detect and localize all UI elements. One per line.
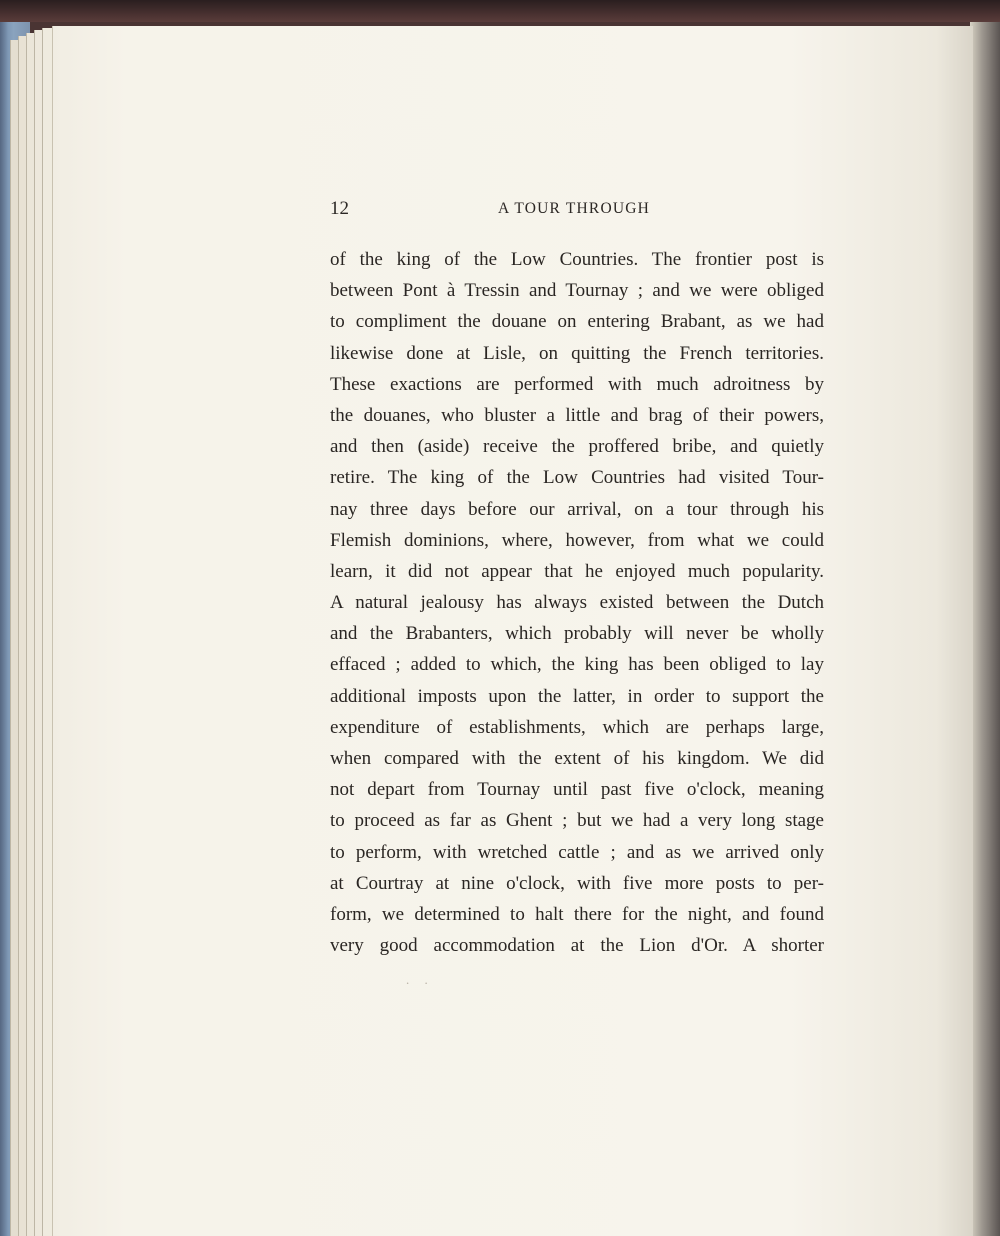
text-line: to proceed as far as Ghent ; but we had a very long stage <box>330 810 824 832</box>
text-line: likewise done at Lisle, on quitting the French territories. <box>330 342 824 364</box>
text-line: the douanes, who bluster a little and brag of their powers, <box>330 404 824 426</box>
running-head <box>330 198 826 222</box>
text-line: and then (aside) receive the proffered bribe, and quietly <box>330 436 824 458</box>
text-line: between Pont à Tressin and Tournay ; and we were obliged <box>330 280 824 302</box>
text-line: retire. The king of the Low Countries had visited Tour- <box>330 467 824 489</box>
text-line: expenditure of establishments, which are perhaps large, <box>330 716 824 738</box>
text-line: to compliment the douane on entering Brabant, as we had <box>330 311 824 333</box>
text-line: A natural jealousy has always existed between the Dutch <box>330 592 824 614</box>
text-line: and the Brabanters, which probably will never be wholly <box>330 623 824 645</box>
text-line: Flemish dominions, where, however, from what we could <box>330 529 824 551</box>
text-line: at Courtray at nine o'clock, with five more posts to per- <box>330 872 824 894</box>
text-line: effaced ; added to which, the king has been obliged to lay <box>330 654 824 676</box>
text-line: additional imposts upon the latter, in order to support the <box>330 685 824 707</box>
cover-top-edge <box>0 0 1000 22</box>
ink-smudge: . . <box>406 972 434 987</box>
page-number: 12 <box>330 198 349 219</box>
body-text <box>330 244 824 961</box>
text-line: of the king of the Low Countries. The frontier post is <box>330 249 824 270</box>
text-line: form, we determined to halt there for the night, and found <box>330 903 824 925</box>
running-title: A TOUR THROUGH <box>498 200 651 217</box>
text-line: to perform, with wretched cattle ; and as we arrived only <box>330 841 824 863</box>
text-line: These exactions are performed with much adroitness by <box>330 373 824 395</box>
text-line: not depart from Tournay until past five o'clock, meaning <box>330 779 824 801</box>
text-line: nay three days before our arrival, on a tour through his <box>330 498 824 520</box>
text-line: very good accommodation at the Lion d'Or. A shorter <box>330 935 824 957</box>
book-binding-gutter <box>970 22 1000 1236</box>
text-line: when compared with the extent of his kingdom. We did <box>330 748 824 769</box>
text-line: learn, it did not appear that he enjoyed much popularity. <box>330 560 824 582</box>
